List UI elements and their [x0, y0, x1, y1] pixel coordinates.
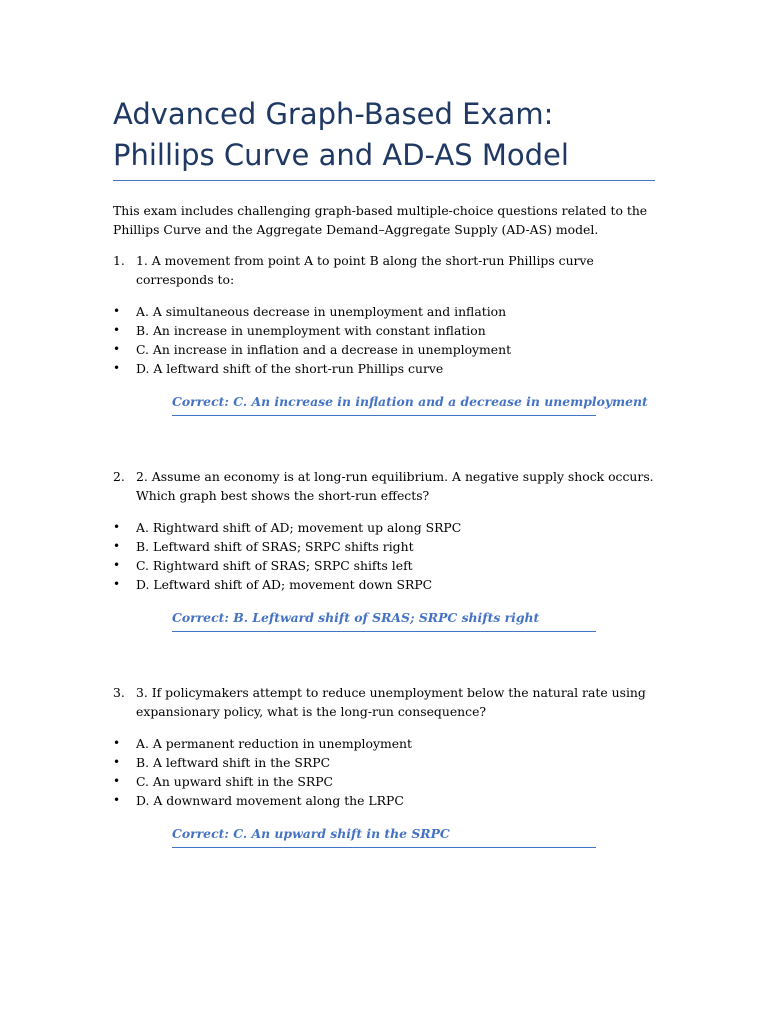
- question-2-number: 2.: [113, 469, 125, 484]
- intro-paragraph: This exam includes challenging graph-based multiple-choice questions related to the Phillips Curve and the Aggregate Demand–Aggregate Supply (AD-AS) model.: [113, 203, 648, 237]
- question-3-answer: Correct: C. An upward shift in the SRPC: [172, 824, 596, 848]
- title-divider: [113, 180, 655, 181]
- question-3-option-c: [113, 772, 658, 791]
- question-2-option-b: [113, 537, 658, 556]
- option-text: B. An increase in unemployment with constant inflation: [136, 323, 486, 338]
- question-1-option-b: [113, 321, 658, 340]
- question-1-answer: Correct: C. An increase in inflation and a decrease in unemployment: [172, 392, 596, 416]
- bullet-icon: •: [113, 577, 121, 591]
- question-1-number: 1.: [113, 253, 125, 268]
- option-text: A. A simultaneous decrease in unemployment and inflation: [136, 304, 507, 319]
- bullet-icon: •: [113, 736, 121, 750]
- option-text: D. A downward movement along the LRPC: [136, 793, 404, 808]
- question-3-number: 3.: [113, 685, 125, 700]
- bullet-icon: •: [113, 539, 121, 553]
- question-3-text: 3. If policymakers attempt to reduce unemployment below the natural rate using expansionary policy, what is the long-run consequence?: [136, 685, 646, 719]
- bullet-icon: •: [113, 323, 121, 337]
- question-3-option-d: [113, 791, 658, 810]
- question-2-text: 2. Assume an economy is at long-run equilibrium. A negative supply shock occurs. Which graph best shows the short-run effects?: [136, 469, 654, 503]
- question-3-options: [113, 734, 658, 810]
- option-text: C. An increase in inflation and a decrease in unemployment: [136, 342, 512, 357]
- bullet-icon: •: [113, 793, 121, 807]
- question-2: [113, 467, 658, 594]
- option-text: A. Rightward shift of AD; movement up along SRPC: [136, 520, 462, 535]
- option-text: D. Leftward shift of AD; movement down SRPC: [136, 577, 433, 592]
- question-2-options: [113, 518, 658, 594]
- question-3-option-b: [113, 753, 658, 772]
- question-1-option-c: [113, 340, 658, 359]
- option-text: C. Rightward shift of SRAS; SRPC shifts left: [136, 558, 413, 573]
- bullet-icon: •: [113, 304, 121, 318]
- bullet-icon: •: [113, 520, 121, 534]
- question-3-option-a: [113, 734, 658, 753]
- question-2-option-c: [113, 556, 658, 575]
- bullet-icon: •: [113, 558, 121, 572]
- option-text: A. A permanent reduction in unemployment: [136, 736, 412, 751]
- question-2-option-d: [113, 575, 658, 594]
- question-1-options: [113, 302, 658, 378]
- question-3: [113, 683, 658, 810]
- question-2-prompt: [113, 467, 658, 505]
- question-1-prompt: [113, 251, 658, 289]
- option-text: B. A leftward shift in the SRPC: [136, 755, 331, 770]
- question-2-answer: Correct: B. Leftward shift of SRAS; SRPC shifts right: [172, 608, 596, 632]
- bullet-icon: •: [113, 774, 121, 788]
- question-1-option-a: [113, 302, 658, 321]
- option-text: C. An upward shift in the SRPC: [136, 774, 334, 789]
- bullet-icon: •: [113, 342, 121, 356]
- question-1: [113, 251, 658, 378]
- page-title: Advanced Graph-Based Exam: Phillips Curve and AD-AS Model: [113, 97, 569, 172]
- question-1-text: 1. A movement from point A to point B along the short-run Phillips curve corresponds to:: [136, 253, 594, 287]
- option-text: B. Leftward shift of SRAS; SRPC shifts right: [136, 539, 414, 554]
- question-2-option-a: [113, 518, 658, 537]
- bullet-icon: •: [113, 361, 121, 375]
- option-text: D. A leftward shift of the short-run Phillips curve: [136, 361, 444, 376]
- question-1-option-d: [113, 359, 658, 378]
- question-3-prompt: [113, 683, 658, 721]
- bullet-icon: •: [113, 755, 121, 769]
